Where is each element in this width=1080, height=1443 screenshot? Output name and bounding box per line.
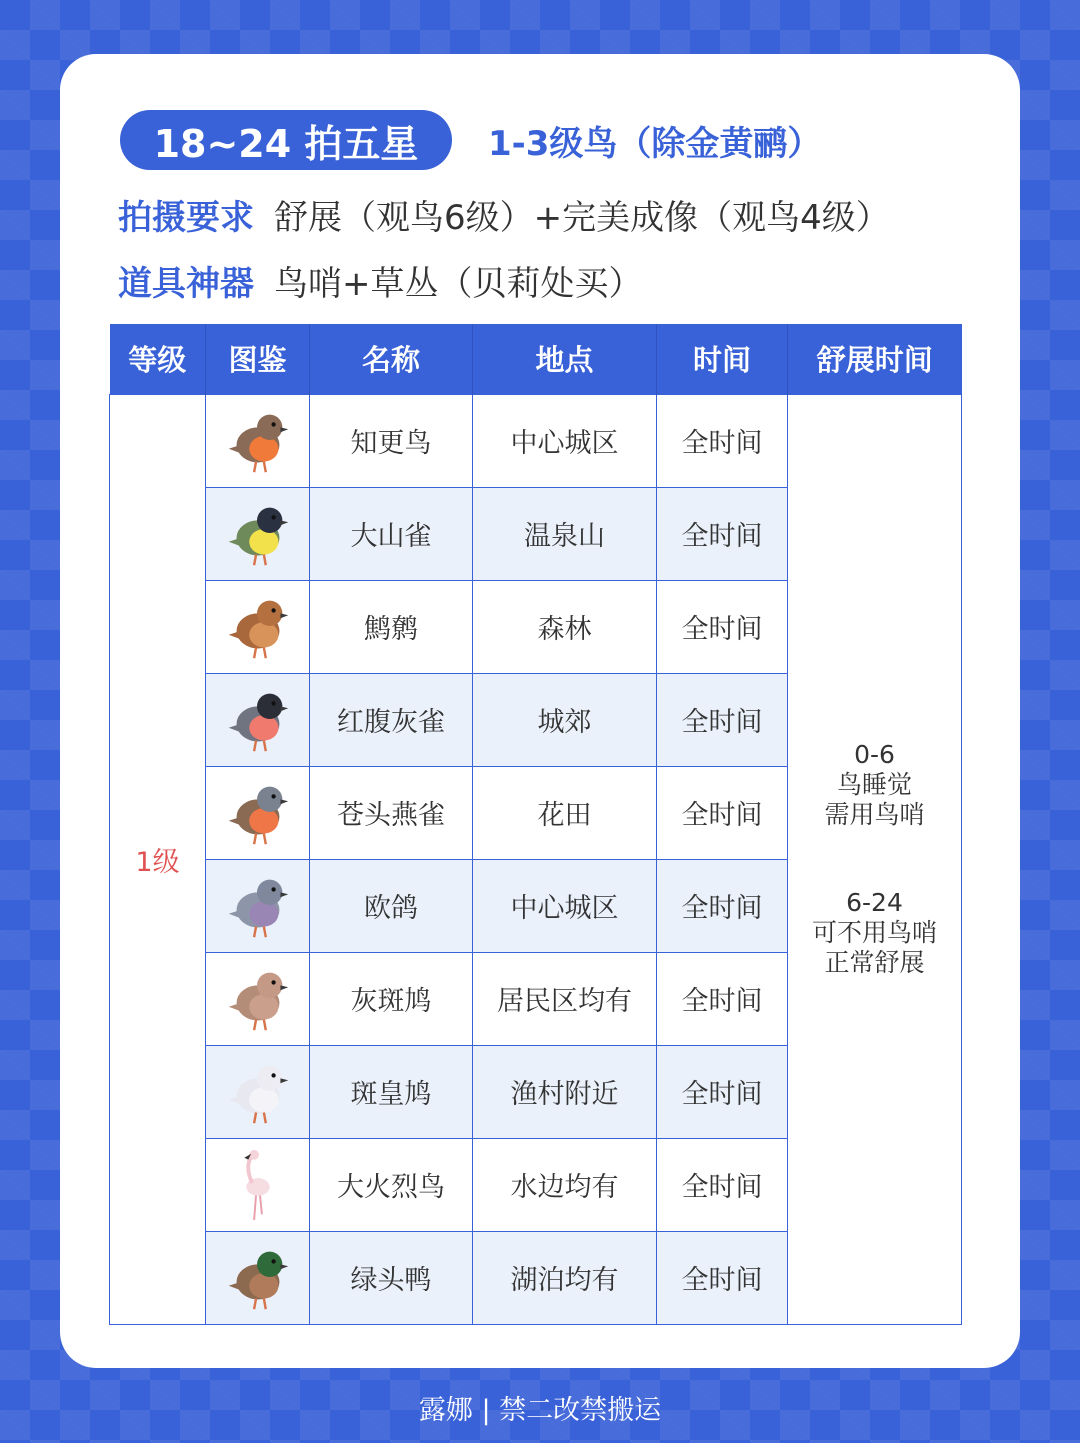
- bird-icon-cell: [206, 1138, 310, 1231]
- bird-icon-cell: [206, 487, 310, 580]
- bird-time: 全时间: [657, 580, 788, 673]
- pied-imperial-pigeon-icon: [219, 1053, 297, 1131]
- footer-credit: 露娜 | 禁二改禁搬运: [418, 1395, 662, 1426]
- header-stretch-time: 舒展时间: [788, 324, 962, 394]
- bird-location: 城郊: [473, 673, 657, 766]
- great-tit-icon: [219, 495, 297, 573]
- bird-name: 鹪鹩: [310, 580, 473, 673]
- stretch-line: 需用鸟哨: [824, 800, 925, 829]
- bird-time: 全时间: [657, 1231, 788, 1324]
- tools-label: 道具神器: [118, 264, 254, 304]
- bird-icon-cell: [206, 1231, 310, 1324]
- collared-dove-icon: [219, 960, 297, 1038]
- requirements-line: [118, 190, 890, 239]
- stretch-line: 正常舒展: [824, 948, 925, 977]
- header-level: 等级: [110, 324, 206, 394]
- bird-name: 欧鸽: [310, 859, 473, 952]
- bird-location: 中心城区: [473, 859, 657, 952]
- bird-icon-cell: [206, 859, 310, 952]
- bird-location: 居民区均有: [473, 952, 657, 1045]
- stretch-line: 鸟睡觉: [836, 770, 912, 799]
- title-pill: 18~24 拍五星: [120, 110, 452, 170]
- bird-name: 苍头燕雀: [310, 766, 473, 859]
- bird-time: 全时间: [657, 859, 788, 952]
- bird-name: 红腹灰雀: [310, 673, 473, 766]
- robin-icon: [219, 402, 297, 480]
- bird-time: 全时间: [657, 487, 788, 580]
- stretch-line: 6-24: [846, 888, 903, 917]
- bullfinch-icon: [219, 681, 297, 759]
- mallard-icon: [219, 1239, 297, 1317]
- bird-time: 全时间: [657, 673, 788, 766]
- bird-name: 斑皇鸠: [310, 1045, 473, 1138]
- bird-name: 知更鸟: [310, 394, 473, 487]
- level-cell: 1级: [110, 394, 206, 1324]
- bird-location: 花田: [473, 766, 657, 859]
- bird-icon-cell: [206, 952, 310, 1045]
- header-icon: 图鉴: [206, 324, 310, 394]
- bird-time: 全时间: [657, 766, 788, 859]
- bird-location: 温泉山: [473, 487, 657, 580]
- stretch-block2: [788, 888, 961, 978]
- bird-table: [109, 324, 962, 1325]
- content-card: [60, 54, 1020, 1368]
- stretch-line: 可不用鸟哨: [811, 918, 937, 947]
- bird-location: 渔村附近: [473, 1045, 657, 1138]
- bird-location: 森林: [473, 580, 657, 673]
- header-name: 名称: [310, 324, 473, 394]
- header-time: 时间: [657, 324, 788, 394]
- bird-time: 全时间: [657, 1045, 788, 1138]
- bird-icon-cell: [206, 394, 310, 487]
- bird-name: 灰斑鸠: [310, 952, 473, 1045]
- stretch-time-cell: [788, 394, 962, 1324]
- stretch-block1: [788, 740, 961, 830]
- bird-time: 全时间: [657, 394, 788, 487]
- bird-location: 水边均有: [473, 1138, 657, 1231]
- stretch-line: 0-6: [854, 740, 895, 769]
- bird-name: 大火烈鸟: [310, 1138, 473, 1231]
- table-row: [110, 394, 962, 487]
- bird-name: 大山雀: [310, 487, 473, 580]
- bird-icon-cell: [206, 1045, 310, 1138]
- flamingo-icon: [219, 1146, 297, 1224]
- stock-dove-icon: [219, 867, 297, 945]
- bird-location: 中心城区: [473, 394, 657, 487]
- requirements-value: 舒展（观鸟6级）+完美成像（观鸟4级）: [274, 198, 890, 238]
- title-subtitle: 1-3级鸟（除金黄鹂）: [488, 123, 822, 164]
- wren-icon: [219, 588, 297, 666]
- bird-icon-cell: [206, 766, 310, 859]
- tools-line: [118, 256, 643, 305]
- chaffinch-icon: [219, 774, 297, 852]
- bird-icon-cell: [206, 673, 310, 766]
- bird-location: 湖泊均有: [473, 1231, 657, 1324]
- header-location: 地点: [473, 324, 657, 394]
- requirements-label: 拍摄要求: [118, 198, 254, 238]
- table-body: [110, 394, 962, 1324]
- bird-name: 绿头鸭: [310, 1231, 473, 1324]
- tools-value: 鸟哨+草丛（贝莉处买）: [274, 264, 643, 304]
- bird-time: 全时间: [657, 952, 788, 1045]
- bird-icon-cell: [206, 580, 310, 673]
- bird-time: 全时间: [657, 1138, 788, 1231]
- title-row: [120, 110, 821, 170]
